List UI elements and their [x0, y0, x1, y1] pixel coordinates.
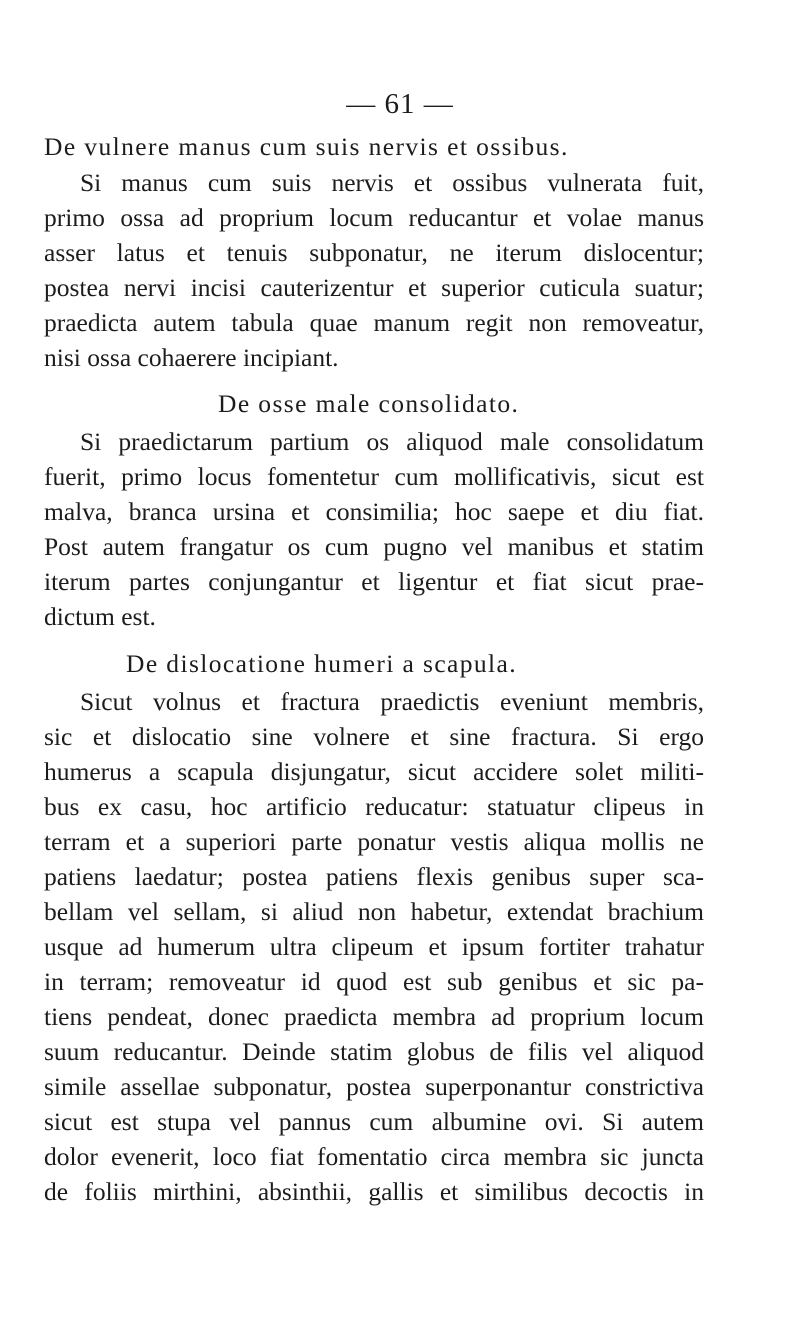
- text-line: usque ad humerum ultra clipeum et ipsum fortiter trahatur: [44, 932, 704, 961]
- text-line: bellam vel sellam, si aliud non habetur, extendat brachium: [44, 897, 704, 926]
- text-line: asser latus et tenuis subponatur, ne iterum dislocentur;: [44, 238, 704, 267]
- section-heading: De osse male consolidato.: [218, 389, 520, 418]
- text-line: Si manus cum suis nervis et ossibus vulnerata fuit,: [80, 168, 704, 197]
- section-heading: De dislocatione humeri a scapula.: [126, 649, 518, 678]
- text-line: dolor evenerit, loco fiat fomentatio circa membra sic juncta: [44, 1142, 704, 1171]
- text-line: Si praedictarum partium os aliquod male consolidatum: [80, 427, 704, 456]
- text-line: bus ex casu, hoc artificio reducatur: statuatur clipeus in: [44, 792, 704, 821]
- text-line: patiens laedatur; postea patiens flexis genibus super sca-: [44, 862, 704, 891]
- text-line: humerus a scapula disjungatur, sicut accidere solet militi-: [44, 757, 704, 786]
- text-line: Post autem frangatur os cum pugno vel manibus et statim: [44, 532, 704, 561]
- text-line: terram et a superiori parte ponatur vestis aliqua mollis ne: [44, 827, 704, 856]
- text-line: nisi ossa cohaerere incipiant.: [44, 343, 339, 372]
- text-line: sicut est stupa vel pannus cum albumine ovi. Si autem: [44, 1107, 704, 1136]
- text-line: primo ossa ad proprium locum reducantur et volae manus: [44, 203, 704, 232]
- text-line: postea nervi incisi cauterizentur et superior cuticula suatur;: [44, 273, 704, 302]
- text-line: suum reducantur. Deinde statim globus de filis vel aliquod: [44, 1037, 704, 1066]
- text-line: in terram; removeatur id quod est sub genibus et sic pa-: [44, 967, 704, 996]
- text-line: simile assellae subponatur, postea superponantur constrictiva: [44, 1072, 704, 1101]
- text-line: sic et dislocatio sine volnere et sine fractura. Si ergo: [44, 722, 704, 751]
- text-line: de foliis mirthini, absinthii, gallis et similibus decoctis in: [44, 1177, 704, 1206]
- text-line: praedicta autem tabula quae manum regit non removeatur,: [44, 308, 704, 337]
- text-line: tiens pendeat, donec praedicta membra ad proprium locum: [44, 1002, 704, 1031]
- text-line: dictum est.: [44, 602, 156, 631]
- text-line: malva, branca ursina et consimilia; hoc saepe et diu fiat.: [44, 497, 704, 526]
- section-heading: De vulnere manus cum suis nervis et ossibus.: [44, 132, 569, 161]
- text-line: fuerit, primo locus fomentetur cum mollificativis, sicut est: [44, 462, 704, 491]
- text-line: iterum partes conjungantur et ligentur et fiat sicut prae-: [44, 567, 704, 596]
- page-number: — 61 —: [346, 88, 454, 120]
- text-line: Sicut volnus et fractura praedictis eveniunt membris,: [80, 687, 704, 716]
